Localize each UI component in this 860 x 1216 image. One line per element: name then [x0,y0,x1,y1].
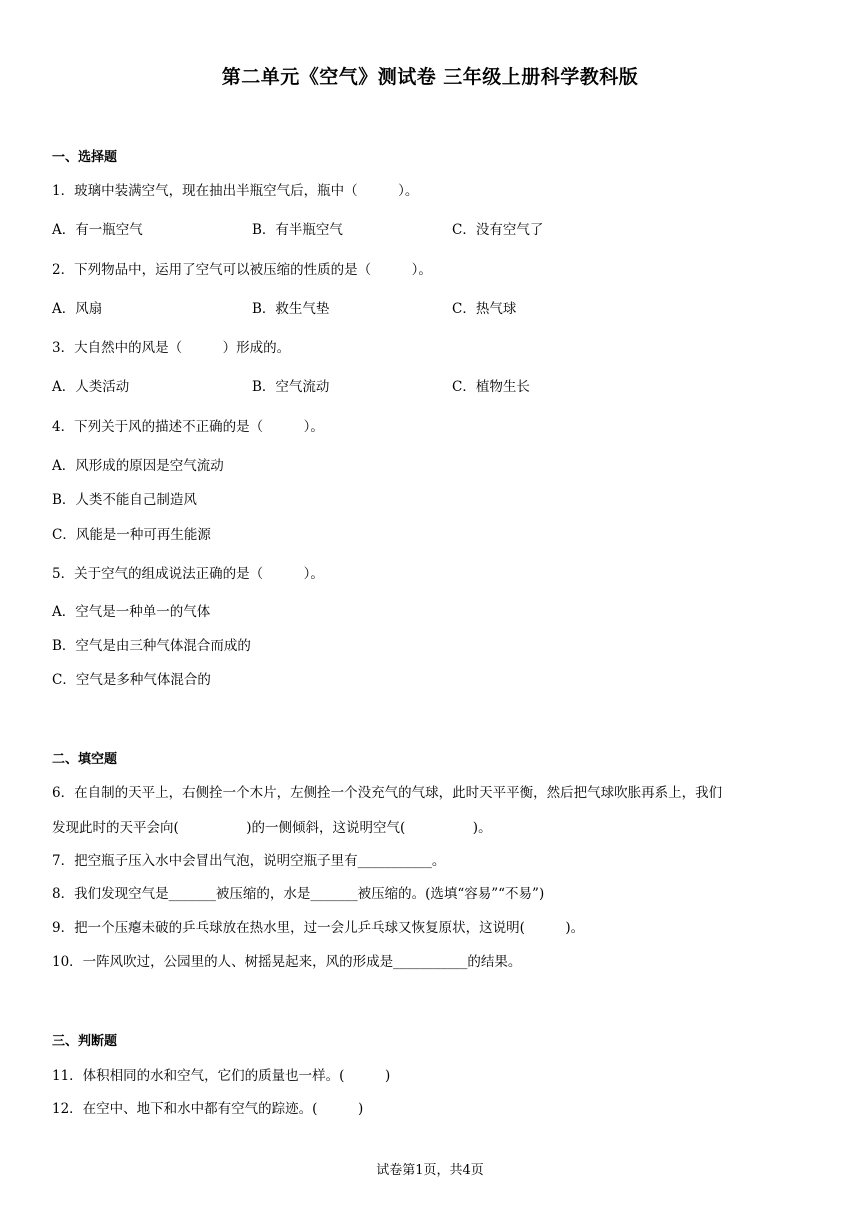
question-2-option-a: A．风扇 [52,301,103,317]
question-2-stem: 2．下列物品中，运用了空气可以被压缩的性质的是（ ）。 [52,262,432,278]
question-5-stem: 5．关于空气的组成说法正确的是（ ）。 [52,566,324,582]
question-5-option-c: C．空气是多种气体混合的 [52,672,211,688]
question-5-option-a: A．空气是一种单一的气体 [52,604,211,620]
question-4-option-a: A．风形成的原因是空气流动 [52,458,224,474]
page-title: 第二单元《空气》测试卷 三年级上册科学教科版 [221,66,639,88]
question-4-stem: 4．下列关于风的描述不正确的是（ ）。 [52,419,324,435]
question-8: 8．我们发现空气是_______被压缩的，水是_______被压缩的。(选填“容易”“不易”) [52,886,545,902]
question-3-stem: 3．大自然中的风是（ ）形成的。 [52,340,291,356]
page-footer: 试卷第1页，共4页 [376,1163,484,1178]
question-10: 10．一阵风吹过，公园里的人、树摇晃起来，风的形成是___________的结果。 [52,954,522,970]
section-heading-judge: 三、判断题 [52,1034,118,1049]
question-3-option-b: B．空气流动 [252,379,330,395]
question-5-option-b: B．空气是由三种气体混合而成的 [52,638,251,654]
question-7: 7．把空瓶子压入水中会冒出气泡，说明空瓶子里有___________。 [52,853,446,869]
question-6-line-1: 6．在自制的天平上，右侧拴一个木片，左侧拴一个没充气的气球，此时天平平衡，然后把气球吹胀再系上，我们 [52,785,723,801]
question-1-option-b: B．有半瓶空气 [252,222,343,238]
question-1-option-c: C．没有空气了 [452,222,544,238]
question-4-option-b: B．人类不能自己制造风 [52,492,197,508]
question-1-option-a: A．有一瓶空气 [52,222,143,238]
question-2-option-b: B．救生气垫 [252,301,330,317]
section-heading-choice: 一、选择题 [52,150,118,165]
question-4-option-c: C．风能是一种可再生能源 [52,527,211,543]
question-9: 9．把一个压瘪未破的乒乓球放在热水里，过一会儿乒乓球又恢复原状，这说明( )。 [52,920,585,936]
question-2-option-c: C．热气球 [452,301,517,317]
question-1-stem: 1．玻璃中装满空气，现在抽出半瓶空气后，瓶中（ ）。 [52,183,419,199]
question-12: 12．在空中、地下和水中都有空气的踪迹。( ) [52,1101,364,1117]
question-3-option-c: C．植物生长 [452,379,530,395]
question-11: 11．体积相同的水和空气，它们的质量也一样。( ) [52,1068,391,1084]
section-heading-fill: 二、填空题 [52,752,118,767]
question-3-option-a: A．人类活动 [52,379,130,395]
question-6-line-2: 发现此时的天平会向( )的一侧倾斜，这说明空气( )。 [52,820,492,836]
